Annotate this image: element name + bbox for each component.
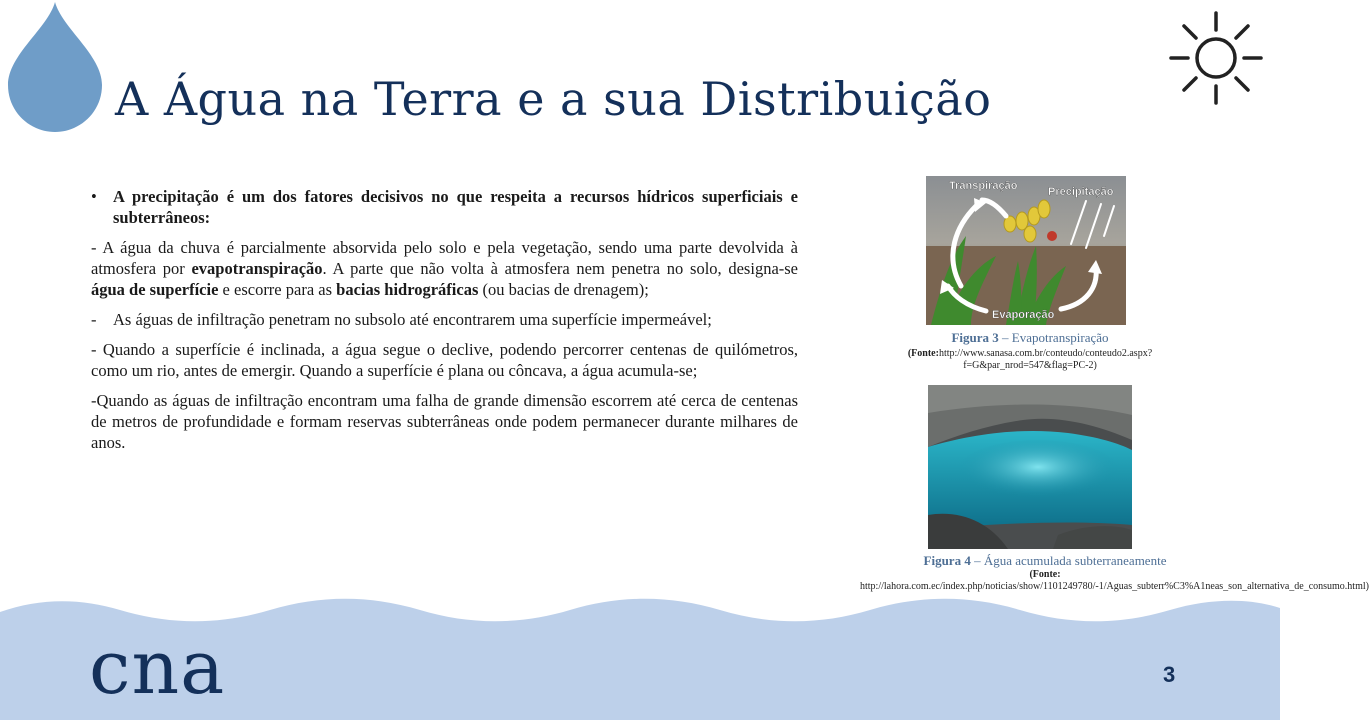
paragraph-1 [91, 237, 798, 300]
p2-text: As águas de infiltração penetram no subsolo até encontrarem uma superfície impermeável; [113, 310, 712, 329]
figure-3-image [926, 176, 1126, 325]
term-bacias-hidrograficas: bacias hidrográficas [336, 280, 479, 299]
figure-3-title [880, 330, 1180, 346]
figure-4-text: – Água acumulada subterraneamente [970, 553, 1167, 568]
paragraph-2 [91, 309, 798, 330]
intro-bullet [91, 186, 798, 228]
bullet-mark: • [91, 187, 97, 206]
figure-4-source-link: http://lahora.com.ec/index.php/noticias/show/1101249780/-1/Aguas_subterr%C3%A1neas_son_alternativa_de_consumo.html) [860, 581, 1369, 592]
figure-4-caption [860, 553, 1369, 593]
page-title: A Água na Terra e a sua Distribuição [115, 72, 992, 126]
dash-mark: - [91, 310, 97, 329]
term-agua-superficie: água de superfície [91, 280, 219, 299]
figure-3-label: Figura 3 [951, 330, 999, 345]
content-text [91, 186, 798, 462]
figure-3-caption [880, 330, 1180, 372]
p1-text-c: . A parte que não volta à atmosfera nem penetra no solo, designa-se [322, 259, 799, 278]
label-precipitacao: Precipitação [1048, 186, 1114, 198]
p1-text-e: (ou bacias de drenagem); [478, 280, 649, 299]
term-evapotranspiracao: evapotranspiração [191, 259, 323, 278]
sun-icon [1166, 8, 1266, 108]
label-evaporacao: Evaporação [992, 309, 1055, 321]
figure-3-text: – Evapotranspiração [998, 330, 1109, 345]
p1-text-a: - A água da chuva é parcialmente absorvida pelo solo e pela vegetação, sendo uma parte devolvida à atmosfera por [91, 238, 798, 278]
figure-3-source-label: (Fonte: [907, 348, 939, 359]
figure-3-source-link: http://www.sanasa.com.br/conteudo/conteudo2.aspx?f=G&par_nrod=547&flag=PC-2) [938, 348, 1153, 371]
p1-text-d: e escorre para as [218, 280, 337, 299]
water-drop-icon [0, 0, 110, 135]
intro-text: A precipitação é um dos fatores decisivos no que respeita a recursos hídricos superficiais e subterrâneos: [113, 187, 798, 227]
figure-4-image [928, 385, 1132, 549]
figure-4-label: Figura 4 [923, 553, 971, 568]
figure-4-source-label: (Fonte: [1029, 569, 1061, 580]
logo: cna [89, 625, 226, 711]
label-transpiracao: Transpiração [949, 180, 1018, 192]
figure-3-source [880, 348, 1180, 372]
paragraph-3: - Quando a superfície é inclinada, a água segue o declive, podendo percorrer centenas de quilómetros, como um rio, antes de emergir. Quando a superfície é plana ou côncava, a água acumula-se; [91, 340, 798, 380]
page-number: 3 [1163, 662, 1176, 687]
figure-4-title [860, 553, 1230, 569]
paragraph-4: -Quando as águas de infiltração encontram uma falha de grande dimensão escorrem até cerca de centenas de metros de profundidade e formam reservas subterrâneas onde podem permanecer durante milhares de anos. [91, 391, 798, 452]
